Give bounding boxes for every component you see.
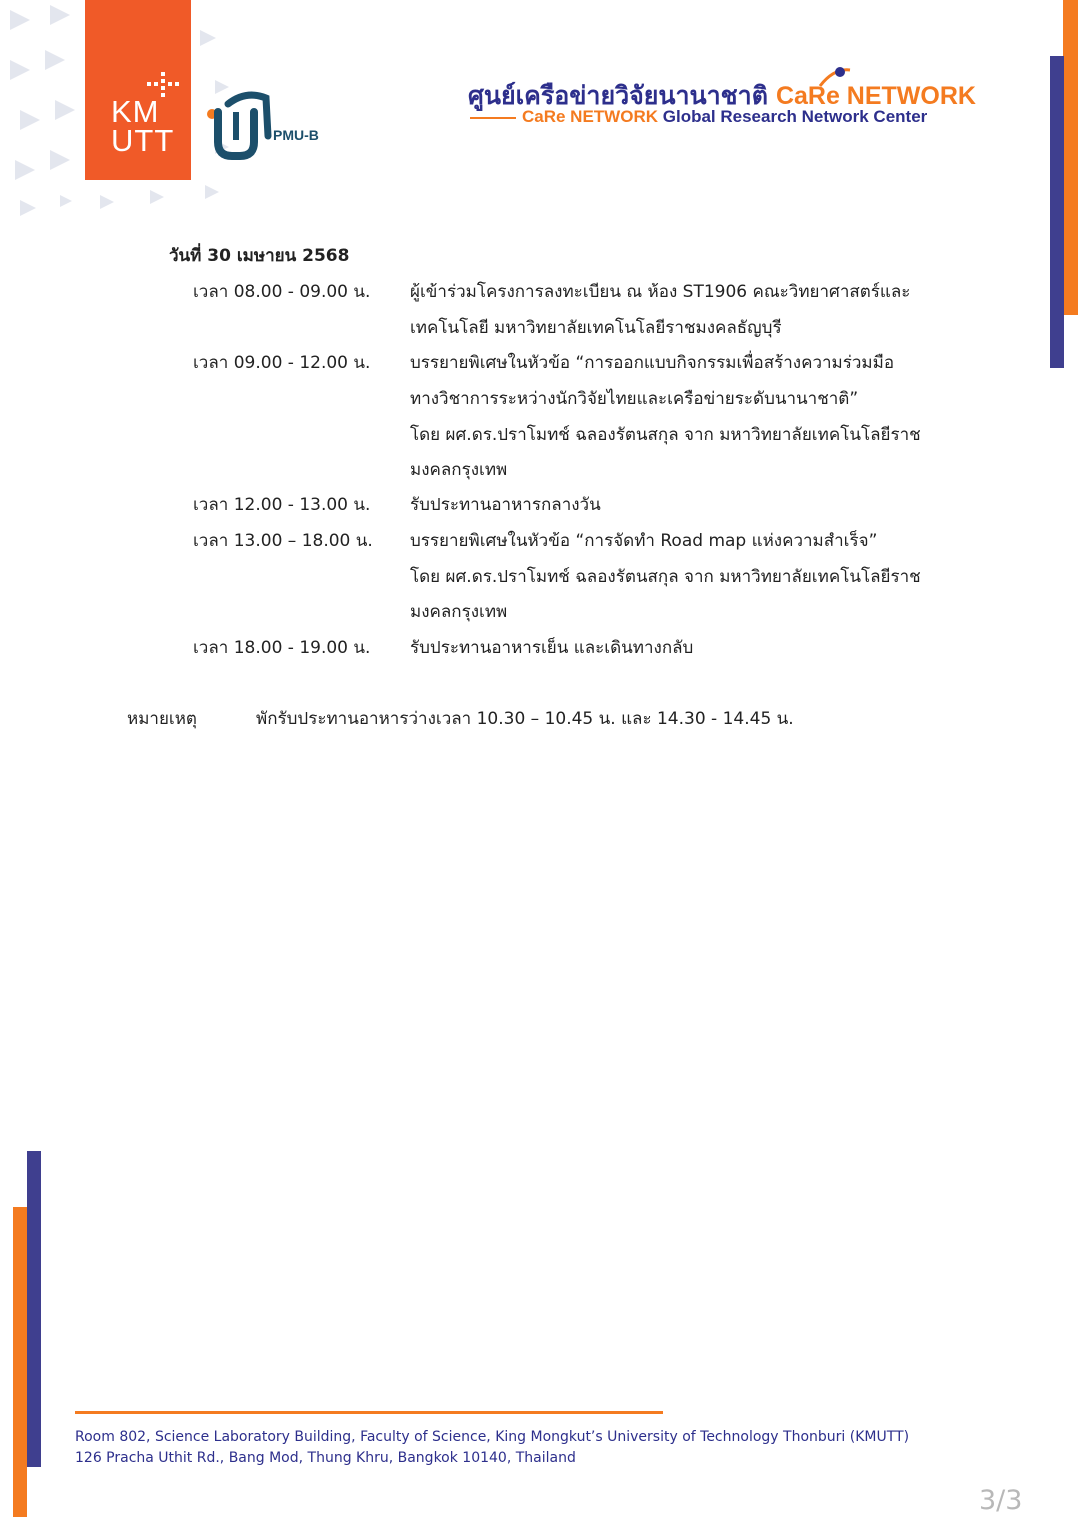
note-label: หมายเหตุ <box>127 709 197 729</box>
schedule-desc-line: ผู้เข้าร่วมโครงการลงทะเบียน ณ ห้อง ST1906 คณะวิทยาศาสตร์และ <box>410 282 911 302</box>
kmutt-logo-text-top: KM <box>111 94 160 129</box>
footer-address-line-1: Room 802, Science Laboratory Building, Faculty of Science, King Mongkut’s University of Technology Thonburi (KMUTT) <box>75 1429 910 1445</box>
care-network-subtitle-brand: CaRe NETWORK <box>522 107 659 126</box>
footer-divider <box>75 1411 663 1414</box>
schedule-time: เวลา 09.00 - 12.00 น. <box>193 353 371 373</box>
left-orange-bar <box>13 1207 27 1517</box>
pmu-b-logo <box>206 90 276 160</box>
schedule-time: เวลา 18.00 - 19.00 น. <box>193 638 371 658</box>
schedule-desc-line: โดย ผศ.ดร.ปราโมทช์ ฉลองรัตนสกุล จาก มหาวิทยาลัยเทคโนโลยีราช <box>410 567 921 587</box>
schedule-desc-line: บรรยายพิเศษในหัวข้อ “การจัดทำ Road map แห่งความสำเร็จ” <box>410 531 878 551</box>
subtitle-divider <box>470 117 516 119</box>
care-network-title-brand: CaRe NETWORK <box>775 82 976 110</box>
schedule-desc-line: มงคลกรุงเทพ <box>410 460 508 480</box>
right-orange-bar <box>1063 0 1078 315</box>
footer-address <box>75 1427 909 1469</box>
footer-address-line-2: 126 Pracha Uthit Rd., Bang Mod, Thung Khru, Bangkok 10140, Thailand <box>75 1450 576 1466</box>
schedule-time: เวลา 13.00 – 18.00 น. <box>193 531 373 551</box>
page-number: 3/3 <box>979 1485 1023 1516</box>
note-text: พักรับประทานอาหารว่างเวลา 10.30 – 10.45 น. และ 14.30 - 14.45 น. <box>256 709 794 729</box>
kmutt-logo <box>85 0 191 180</box>
schedule-desc-line: มงคลกรุงเทพ <box>410 602 508 622</box>
schedule-desc-line: บรรยายพิเศษในหัวข้อ “การออกแบบกิจกรรมเพื่อสร้างความร่วมมือ <box>410 353 895 373</box>
schedule-time: เวลา 12.00 - 13.00 น. <box>193 495 371 515</box>
right-blue-bar <box>1050 56 1064 368</box>
care-network-subtitle <box>470 107 927 127</box>
pmu-b-label: PMU-B <box>273 127 319 143</box>
left-blue-bar <box>27 1151 41 1467</box>
schedule-desc-line: โดย ผศ.ดร.ปราโมทช์ ฉลองรัตนสกุล จาก มหาวิทยาลัยเทคโนโลยีราช <box>410 425 921 445</box>
schedule-desc-line: ทางวิชาการระหว่างนักวิจัยไทยและเครือข่ายระดับนานาชาติ” <box>410 389 859 409</box>
schedule-desc-line: รับประทานอาหารเย็น และเดินทางกลับ <box>410 638 694 658</box>
care-network-title-thai: ศูนย์เครือข่ายวิจัยนานาชาติ <box>468 82 768 110</box>
schedule-time: เวลา 08.00 - 09.00 น. <box>193 282 371 302</box>
care-network-subtitle-rest: Global Research Network Center <box>662 107 928 126</box>
kmutt-logo-text-bottom: UTT <box>111 123 175 158</box>
date-heading: วันที่ 30 เมษายน 2568 <box>169 246 350 266</box>
schedule-desc-line: รับประทานอาหารกลางวัน <box>410 495 601 515</box>
schedule-desc-line: เทคโนโลยี มหาวิทยาลัยเทคโนโลยีราชมงคลธัญบุรี <box>410 318 782 338</box>
